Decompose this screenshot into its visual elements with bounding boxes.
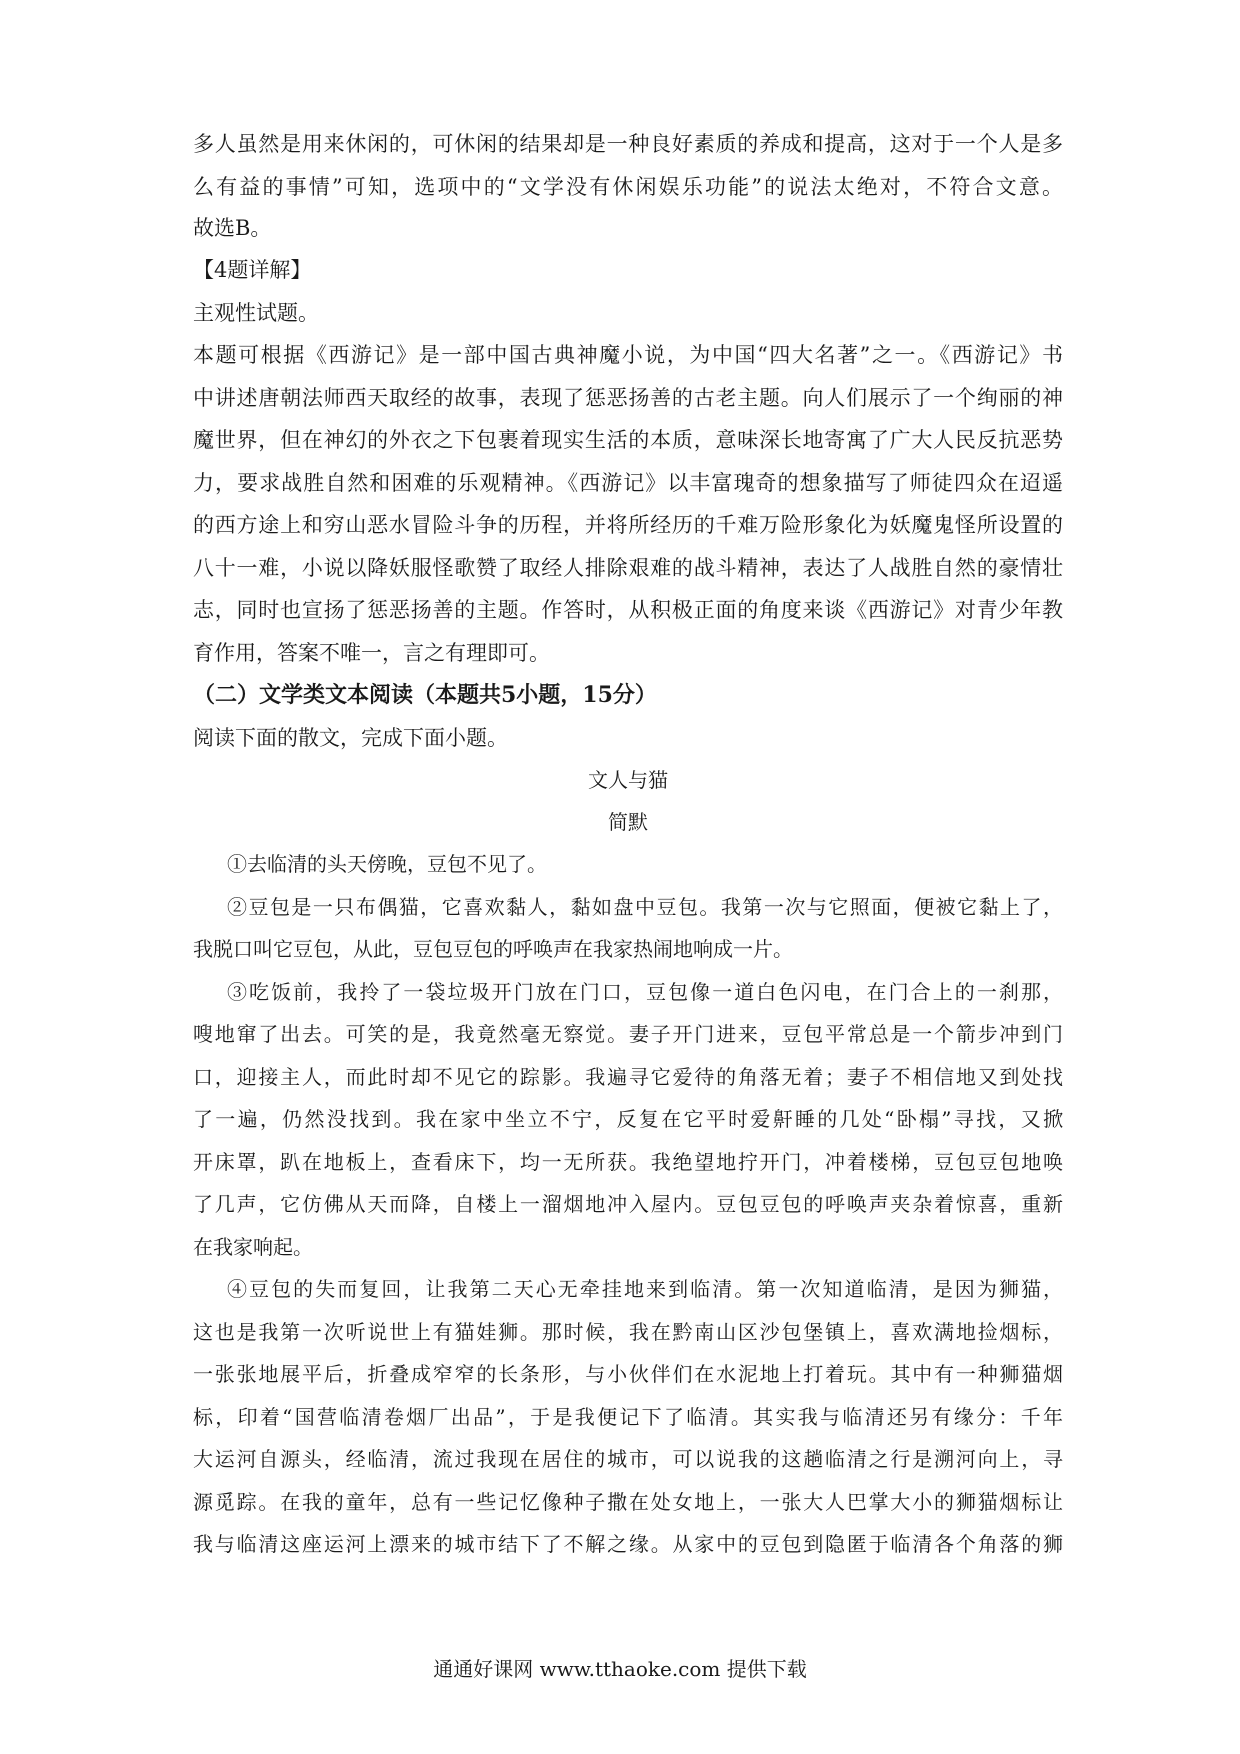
- story-line: 了一遍，仍然没找到。我在家中坐立不宁，反复在它平时爱鼾睡的几处“卧榻”寻找，又掀: [193, 1107, 1063, 1131]
- paragraph-line: 八十一难，小说以降妖服怪歌赞了取经人排除艰难的战斗精神，表达了人战胜自然的豪情壮: [193, 556, 1063, 580]
- paragraph-line: 魔世界，但在神幻的外衣之下包裹着现实生活的本质，意味深长地寄寓了广大人民反抗恶势: [193, 428, 1063, 452]
- story-line: 口，迎接主人，而此时却不见它的踪影。我遍寻它爱待的角落无着；妻子不相信地又到处找: [193, 1065, 1063, 1089]
- story-line: 源觅踪。在我的童年，总有一些记忆像种子撒在处女地上，一张大人巴掌大小的狮猫烟标让: [193, 1490, 1063, 1514]
- story-title: 文人与猫: [588, 768, 668, 792]
- story-line: 嗖地窜了出去。可笑的是，我竟然毫无察觉。妻子开门进来，豆包平常总是一个箭步冲到门: [193, 1022, 1063, 1046]
- paragraph-line: 的西方途上和穷山恶水冒险斗争的历程，并将所经历的千难万险形象化为妖魔鬼怪所设置的: [193, 513, 1063, 537]
- story-line: 了几声，它仿佛从天而降，自楼上一溜烟地冲入屋内。豆包豆包的呼唤声夹杂着惊喜，重新: [193, 1192, 1063, 1216]
- story-line: ③吃饭前，我拎了一袋垃圾开门放在门口，豆包像一道白色闪电，在门合上的一刹那，: [227, 980, 1063, 1004]
- paragraph-line: 力，要求战胜自然和困难的乐观精神。《西游记》以丰富瑰奇的想象描写了师徒四众在迢遥: [193, 471, 1063, 495]
- story-author: 简默: [608, 810, 648, 834]
- story-line: 这也是我第一次听说世上有猫娃狮。那时候，我在黔南山区沙包堡镇上，喜欢满地捡烟标，: [193, 1320, 1063, 1344]
- story-line: ①去临清的头天傍晚，豆包不见了。: [227, 852, 547, 876]
- story-line: 在我家响起。: [193, 1235, 313, 1259]
- section-heading: （二）文学类文本阅读（本题共5小题，15分）: [193, 682, 657, 708]
- story-line: ②豆包是一只布偶猫，它喜欢黏人，黏如盘中豆包。我第一次与它照面，便被它黏上了，: [227, 895, 1063, 919]
- story-line: ④豆包的失而复回，让我第二天心无牵挂地来到临清。第一次知道临清，是因为狮猫，: [227, 1277, 1063, 1301]
- story-line: 我脱口叫它豆包，从此，豆包豆包的呼唤声在我家热闹地响成一片。: [193, 937, 793, 961]
- paragraph-line: 多人虽然是用来休闲的，可休闲的结果却是一种良好素质的养成和提高，这对于一个人是多: [193, 132, 1063, 156]
- story-line: 开床罩，趴在地板上，查看床下，均一无所获。我绝望地拧开门，冲着楼梯，豆包豆包地唤: [193, 1150, 1063, 1174]
- story-line: 大运河自源头，经临清，流过我现在居住的城市，可以说我的这趟临清之行是溯河向上，寻: [193, 1447, 1063, 1471]
- question-type: 主观性试题。: [193, 301, 319, 325]
- story-line: 标，印着“国营临清卷烟厂出品”，于是我便记下了临清。其实我与临清还另有缘分：千年: [193, 1405, 1063, 1429]
- story-line: 一张张地展平后，折叠成窄窄的长条形，与小伙伴们在水泥地上打着玩。其中有一种狮猫烟: [193, 1362, 1063, 1386]
- paragraph-line: 本题可根据《西游记》是一部中国古典神魔小说，为中国“四大名著”之一。《西游记》书: [193, 343, 1063, 367]
- paragraph-line: 么有益的事情”可知，选项中的“文学没有休闲娱乐功能”的说法太绝对，不符合文意。: [193, 175, 1063, 199]
- section-instruction: 阅读下面的散文，完成下面小题。: [193, 726, 508, 750]
- paragraph-line: 中讲述唐朝法师西天取经的故事，表现了惩恶扬善的古老主题。向人们展示了一个绚丽的神: [193, 386, 1063, 410]
- question-header: 【4题详解】: [193, 258, 312, 282]
- story-line: 我与临清这座运河上漂来的城市结下了不解之缘。从家中的豆包到隐匿于临清各个角落的狮: [193, 1532, 1063, 1556]
- page-footer: 通通好课网 www.tthaoke.com 提供下载: [433, 1657, 807, 1681]
- paragraph-line: 志，同时也宣扬了惩恶扬善的主题。作答时，从积极正面的角度来谈《西游记》对青少年教: [193, 598, 1063, 622]
- paragraph-line: 故选B。: [193, 216, 272, 240]
- paragraph-line: 育作用，答案不唯一，言之有理即可。: [193, 641, 550, 665]
